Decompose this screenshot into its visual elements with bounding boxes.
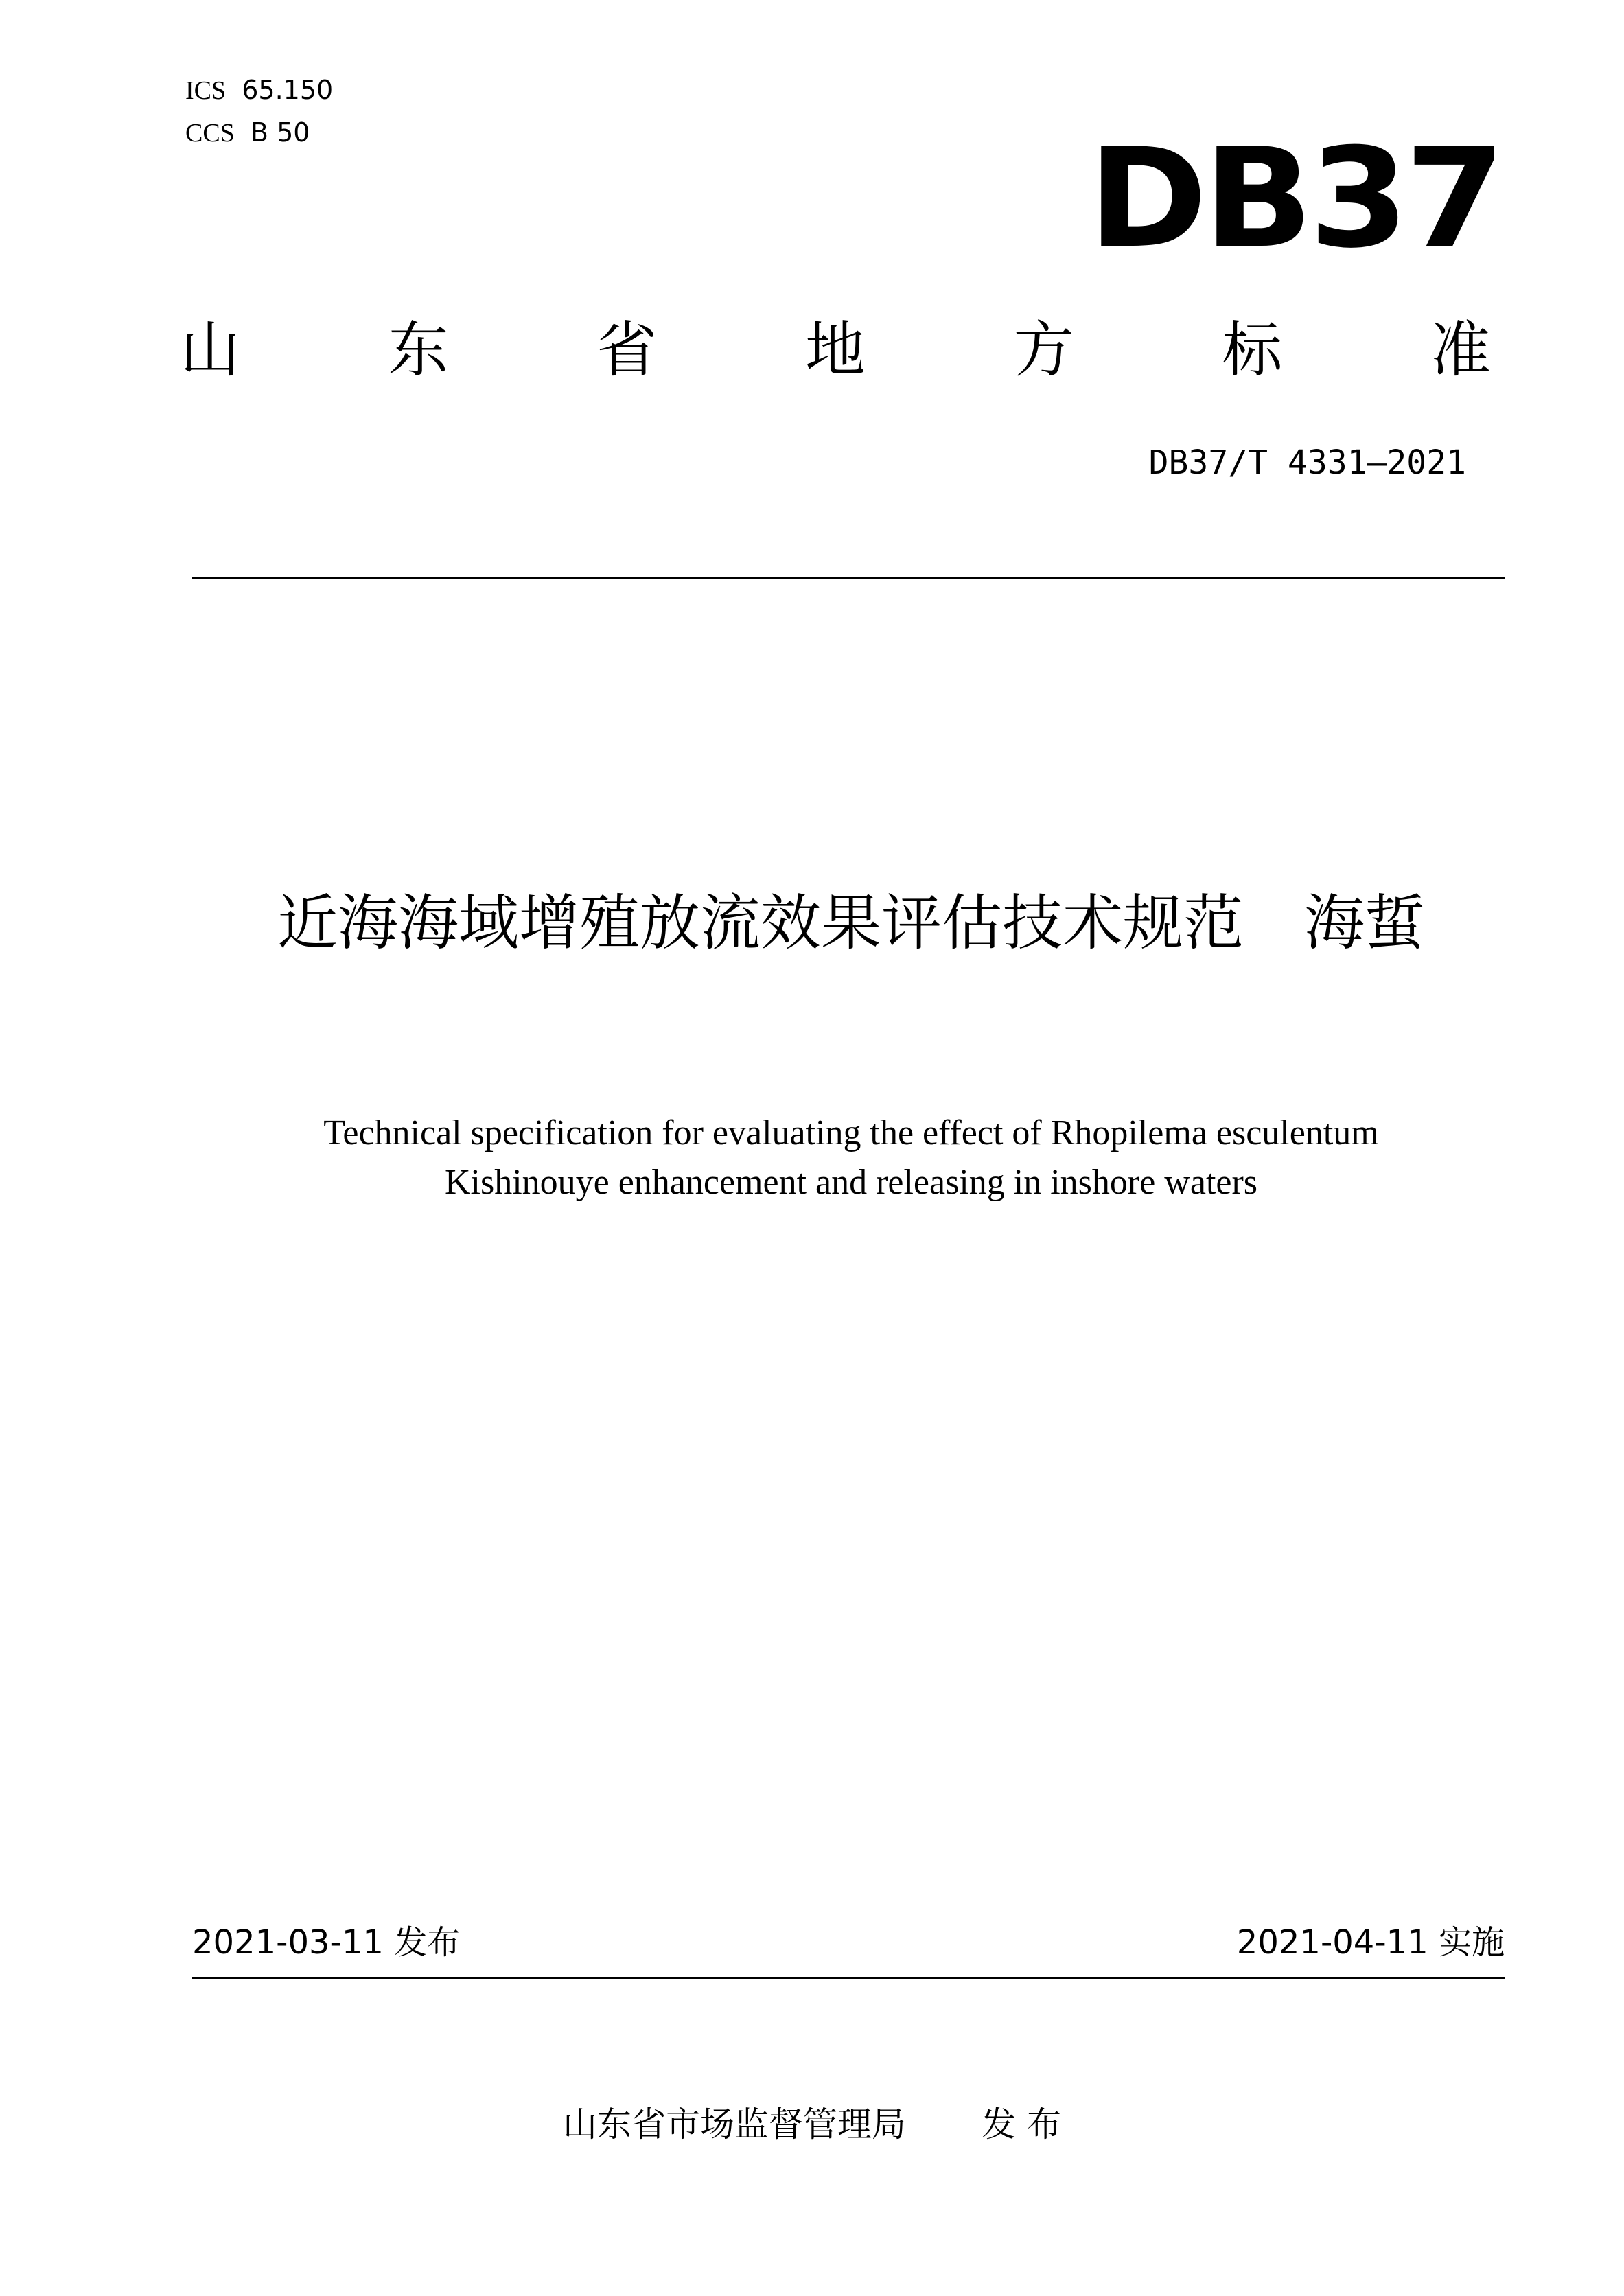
ccs-row	[185, 119, 310, 146]
issuer-line	[0, 2100, 1624, 2148]
bottom-divider	[192, 1977, 1505, 1979]
heading-char: 方	[1013, 314, 1074, 385]
classification-block	[185, 77, 460, 159]
title-english	[227, 1109, 1476, 1207]
ccs-label: CCS	[185, 119, 235, 148]
heading-char: 省	[596, 314, 658, 385]
ics-row	[185, 77, 333, 104]
heading-char: 东	[388, 314, 449, 385]
title-english-line-2: Kishinouye enhancement and releasing in inshore waters	[444, 1163, 1258, 1202]
ics-value: 65.150	[242, 75, 334, 105]
heading-char: 标	[1222, 314, 1283, 385]
title-chinese: 近海海域增殖放流效果评估技术规范 海蜇	[277, 888, 1425, 958]
standard-type-heading	[180, 312, 1491, 388]
ccs-value: B 50	[250, 117, 310, 148]
implement-date: 2021-04-11 实施	[1236, 1923, 1505, 1962]
db37-logo: DB37	[1088, 119, 1501, 279]
standard-number: DB37/T 4331—2021	[1148, 443, 1466, 482]
publish-date: 2021-03-11 发布	[192, 1923, 461, 1962]
issuer-action: 发 布	[982, 2104, 1061, 2144]
heading-char: 山	[180, 314, 241, 385]
title-english-line-1: Technical specification for evaluating the effect of Rhopilema esculentum	[323, 1113, 1379, 1152]
top-divider	[192, 577, 1505, 579]
heading-char: 准	[1430, 314, 1491, 385]
issuer-name: 山东省市场监督管理局	[563, 2104, 907, 2144]
ics-label: ICS	[185, 76, 227, 105]
heading-char: 地	[804, 314, 866, 385]
